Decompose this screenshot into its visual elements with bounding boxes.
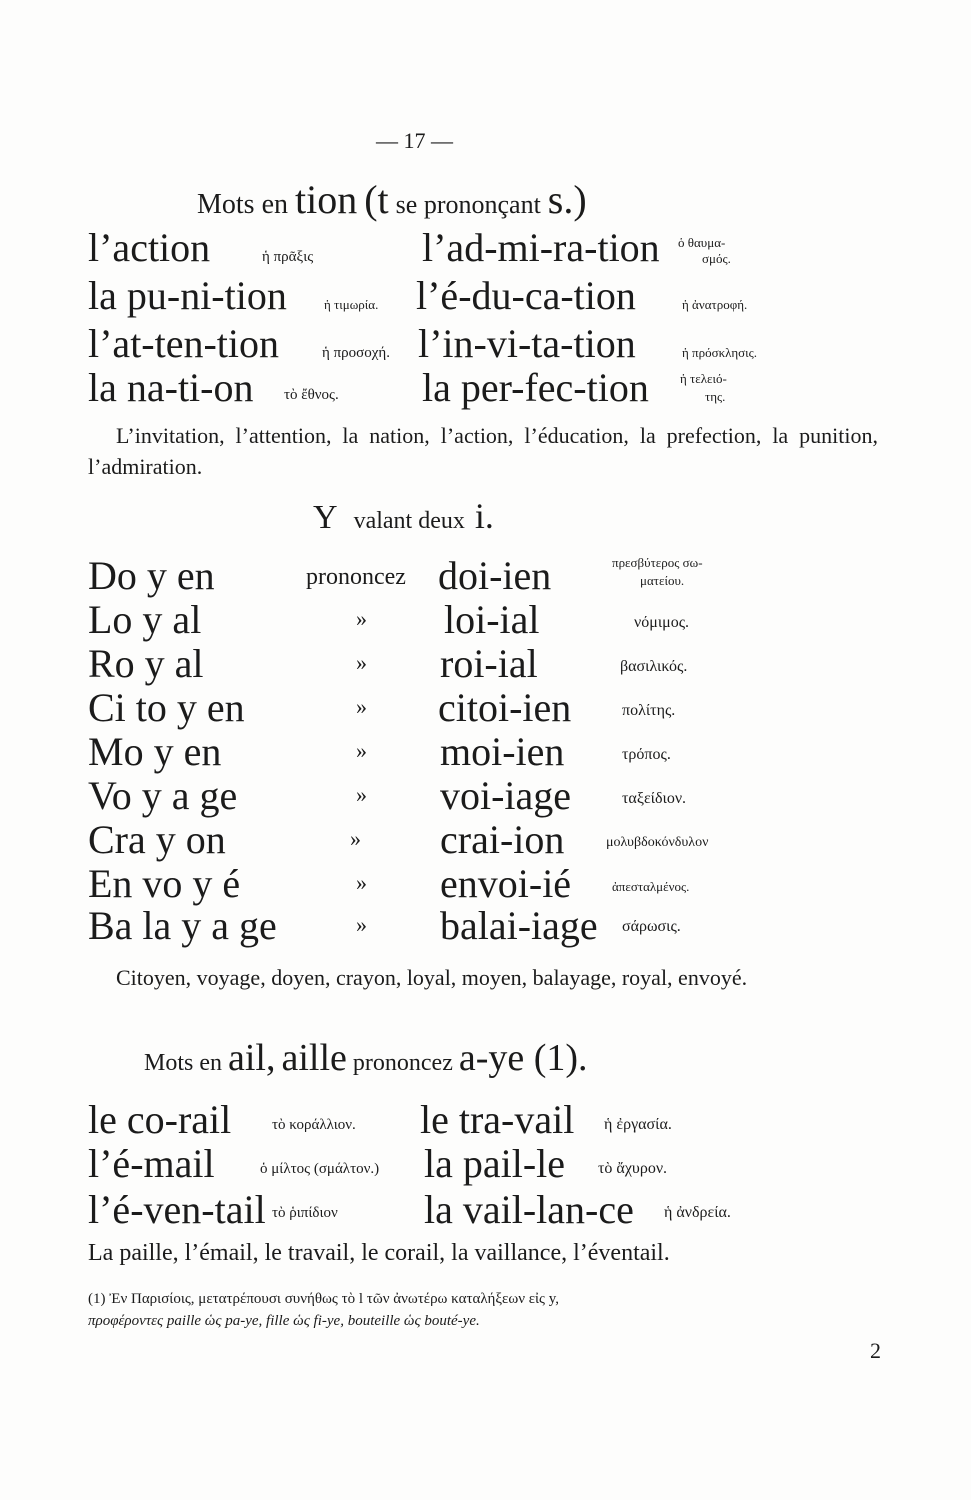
tion-left-greek: ἡ προσοχή. [322, 345, 390, 361]
tion-right-word: la per-fec-tion [422, 365, 649, 410]
y-word: Vo y a ge [88, 773, 238, 818]
tion-left-word: la pu-ni-tion [88, 273, 287, 318]
ail-left-word: le co-rail [88, 1097, 232, 1142]
tion-left-word: l’action [88, 225, 211, 270]
y-word: Ba la y a ge [88, 903, 277, 948]
tion-right-greek-cont: της. [705, 389, 726, 404]
y-word: En vo y é [88, 861, 241, 906]
heading-prefix: Mots en [144, 1050, 222, 1076]
heading-paren: (t [364, 177, 389, 222]
tion-right-greek: ἡ τελειό- [680, 371, 727, 386]
ail-paragraph: La paille, l’émail, le travail, le corail, la vaillance, l’éventail. [88, 1240, 670, 1266]
tion-right-greek: ἡ ἀνατροφή. [682, 297, 748, 312]
ail-right-word: la vail-lan-ce [424, 1187, 634, 1232]
ail-right-word: le tra-vail [420, 1097, 575, 1142]
y-word: Ci to y en [88, 685, 245, 730]
heading-letter: Y [313, 499, 338, 536]
heading-end: s.) [547, 177, 587, 222]
y-pronunciation: balai-iage [440, 903, 598, 948]
ditto-mark: » [356, 738, 367, 763]
y-word: Ro y al [88, 641, 204, 686]
y-greek: πολίτης. [622, 702, 676, 719]
ail-right-greek: ἡ ἀνδρεία. [664, 1204, 731, 1221]
ail-right-greek: ἡ ἐργασία. [604, 1116, 672, 1133]
tion-left-word: l’at-ten-tion [88, 321, 280, 366]
ail-right-greek: τὸ ἄχυρον. [598, 1160, 668, 1177]
y-word: Do y en [88, 553, 215, 598]
tion-left-greek: ἡ τιμωρία. [324, 297, 379, 312]
tion-left-greek: τὸ ἔθνος. [284, 387, 339, 403]
y-pronunciation: doi-ien [438, 553, 552, 598]
y-greek: σάρωσις. [622, 918, 681, 935]
y-greek: βασιλικός. [620, 658, 688, 675]
ail-right-word: la pail-le [424, 1141, 566, 1186]
ditto-mark: » [350, 826, 361, 851]
y-greek: μολυβδοκόνδυλον [606, 835, 709, 850]
y-greek: πρεσβύτερος σω- [612, 555, 703, 570]
prononcez-label: prononcez [306, 564, 406, 590]
y-word: Mo y en [88, 729, 222, 774]
y-greek-cont: ματείου. [640, 573, 685, 588]
ail-left-word: l’é-ven-tail [88, 1187, 266, 1232]
heading-mid: se prononçant [395, 190, 541, 219]
y-pronunciation: voi-iage [440, 773, 572, 818]
ditto-mark: » [356, 870, 367, 895]
heading-text: valant deux [353, 508, 465, 534]
heading-end: a-ye (1). [458, 1037, 588, 1079]
tion-left-word: la na-ti-on [88, 365, 254, 410]
ditto-mark: » [356, 694, 367, 719]
ail-left-greek: ὁ μίλτος (σμάλτον.) [260, 1161, 380, 1177]
footnote-line: προφέροντες paille ὡς pa-ye, fille ὡς fi-ye, bouteille ὡς bouté-ye. [88, 1313, 480, 1329]
section-y-heading [313, 496, 494, 541]
y-greek: τρόπος. [622, 746, 671, 763]
heading-ail: ail, [228, 1037, 276, 1079]
y-pronunciation: moi-ien [440, 729, 565, 774]
tion-right-greek: ἡ πρόσκλησις. [682, 345, 758, 360]
ditto-mark: » [356, 650, 367, 675]
tion-right-word: l’ad-mi-ra-tion [422, 225, 660, 270]
y-greek: ταξείδιον. [622, 790, 687, 807]
signature-mark: 2 [870, 1338, 881, 1363]
section-ail-heading [144, 1036, 588, 1085]
tion-right-word: l’é-du-ca-tion [416, 273, 636, 318]
y-greek: ἀπεσταλμένος. [612, 879, 690, 894]
tion-right-greek-cont: σμός. [702, 251, 731, 266]
y-paragraph: Citoyen, voyage, doyen, crayon, loyal, moyen, balayage, royal, envoyé. [116, 965, 748, 990]
footnote-line: (1) Ἐν Παρισίοις, μετατρέπουσι συνήθως τὸ l τῶν ἀνωτέρω καταλήξεων εἰς y, [88, 1291, 560, 1307]
y-greek: νόμιμος. [634, 614, 690, 631]
heading-end: i. [474, 496, 494, 536]
section-tion-heading [197, 177, 587, 225]
ditto-mark: » [356, 912, 367, 937]
page-number: — 17 — [376, 128, 453, 153]
tion-left-greek: ἡ πρᾶξις [262, 249, 314, 265]
y-pronunciation: loi-ial [444, 597, 540, 642]
tion-right-greek: ὁ θαυμα- [678, 235, 726, 250]
ditto-mark: » [356, 782, 367, 807]
ail-left-greek: τὸ ῥιπίδιον [272, 1205, 338, 1221]
y-pronunciation: crai-ion [440, 817, 565, 862]
y-word: Cra y on [88, 817, 226, 862]
y-pronunciation: roi-ial [440, 641, 538, 686]
heading-mid: prononcez [352, 1050, 453, 1076]
y-pronunciation: citoi-ien [438, 685, 572, 730]
heading-big: tion [295, 177, 358, 222]
tion-paragraph: L’invitation, l’attention, la nation, l’action, l’éducation, la prefection, la punition, l’admiration. [88, 423, 878, 479]
ail-left-word: l’é-mail [88, 1141, 215, 1186]
y-pronunciation: envoi-ié [440, 861, 572, 906]
heading-prefix: Mots en [197, 189, 288, 220]
ail-left-greek: τὸ κοράλλιον. [272, 1117, 356, 1133]
tion-right-word: l’in-vi-ta-tion [418, 321, 636, 366]
ditto-mark: » [356, 606, 367, 631]
heading-aille: aille [281, 1037, 347, 1079]
y-word: Lo y al [88, 597, 202, 642]
